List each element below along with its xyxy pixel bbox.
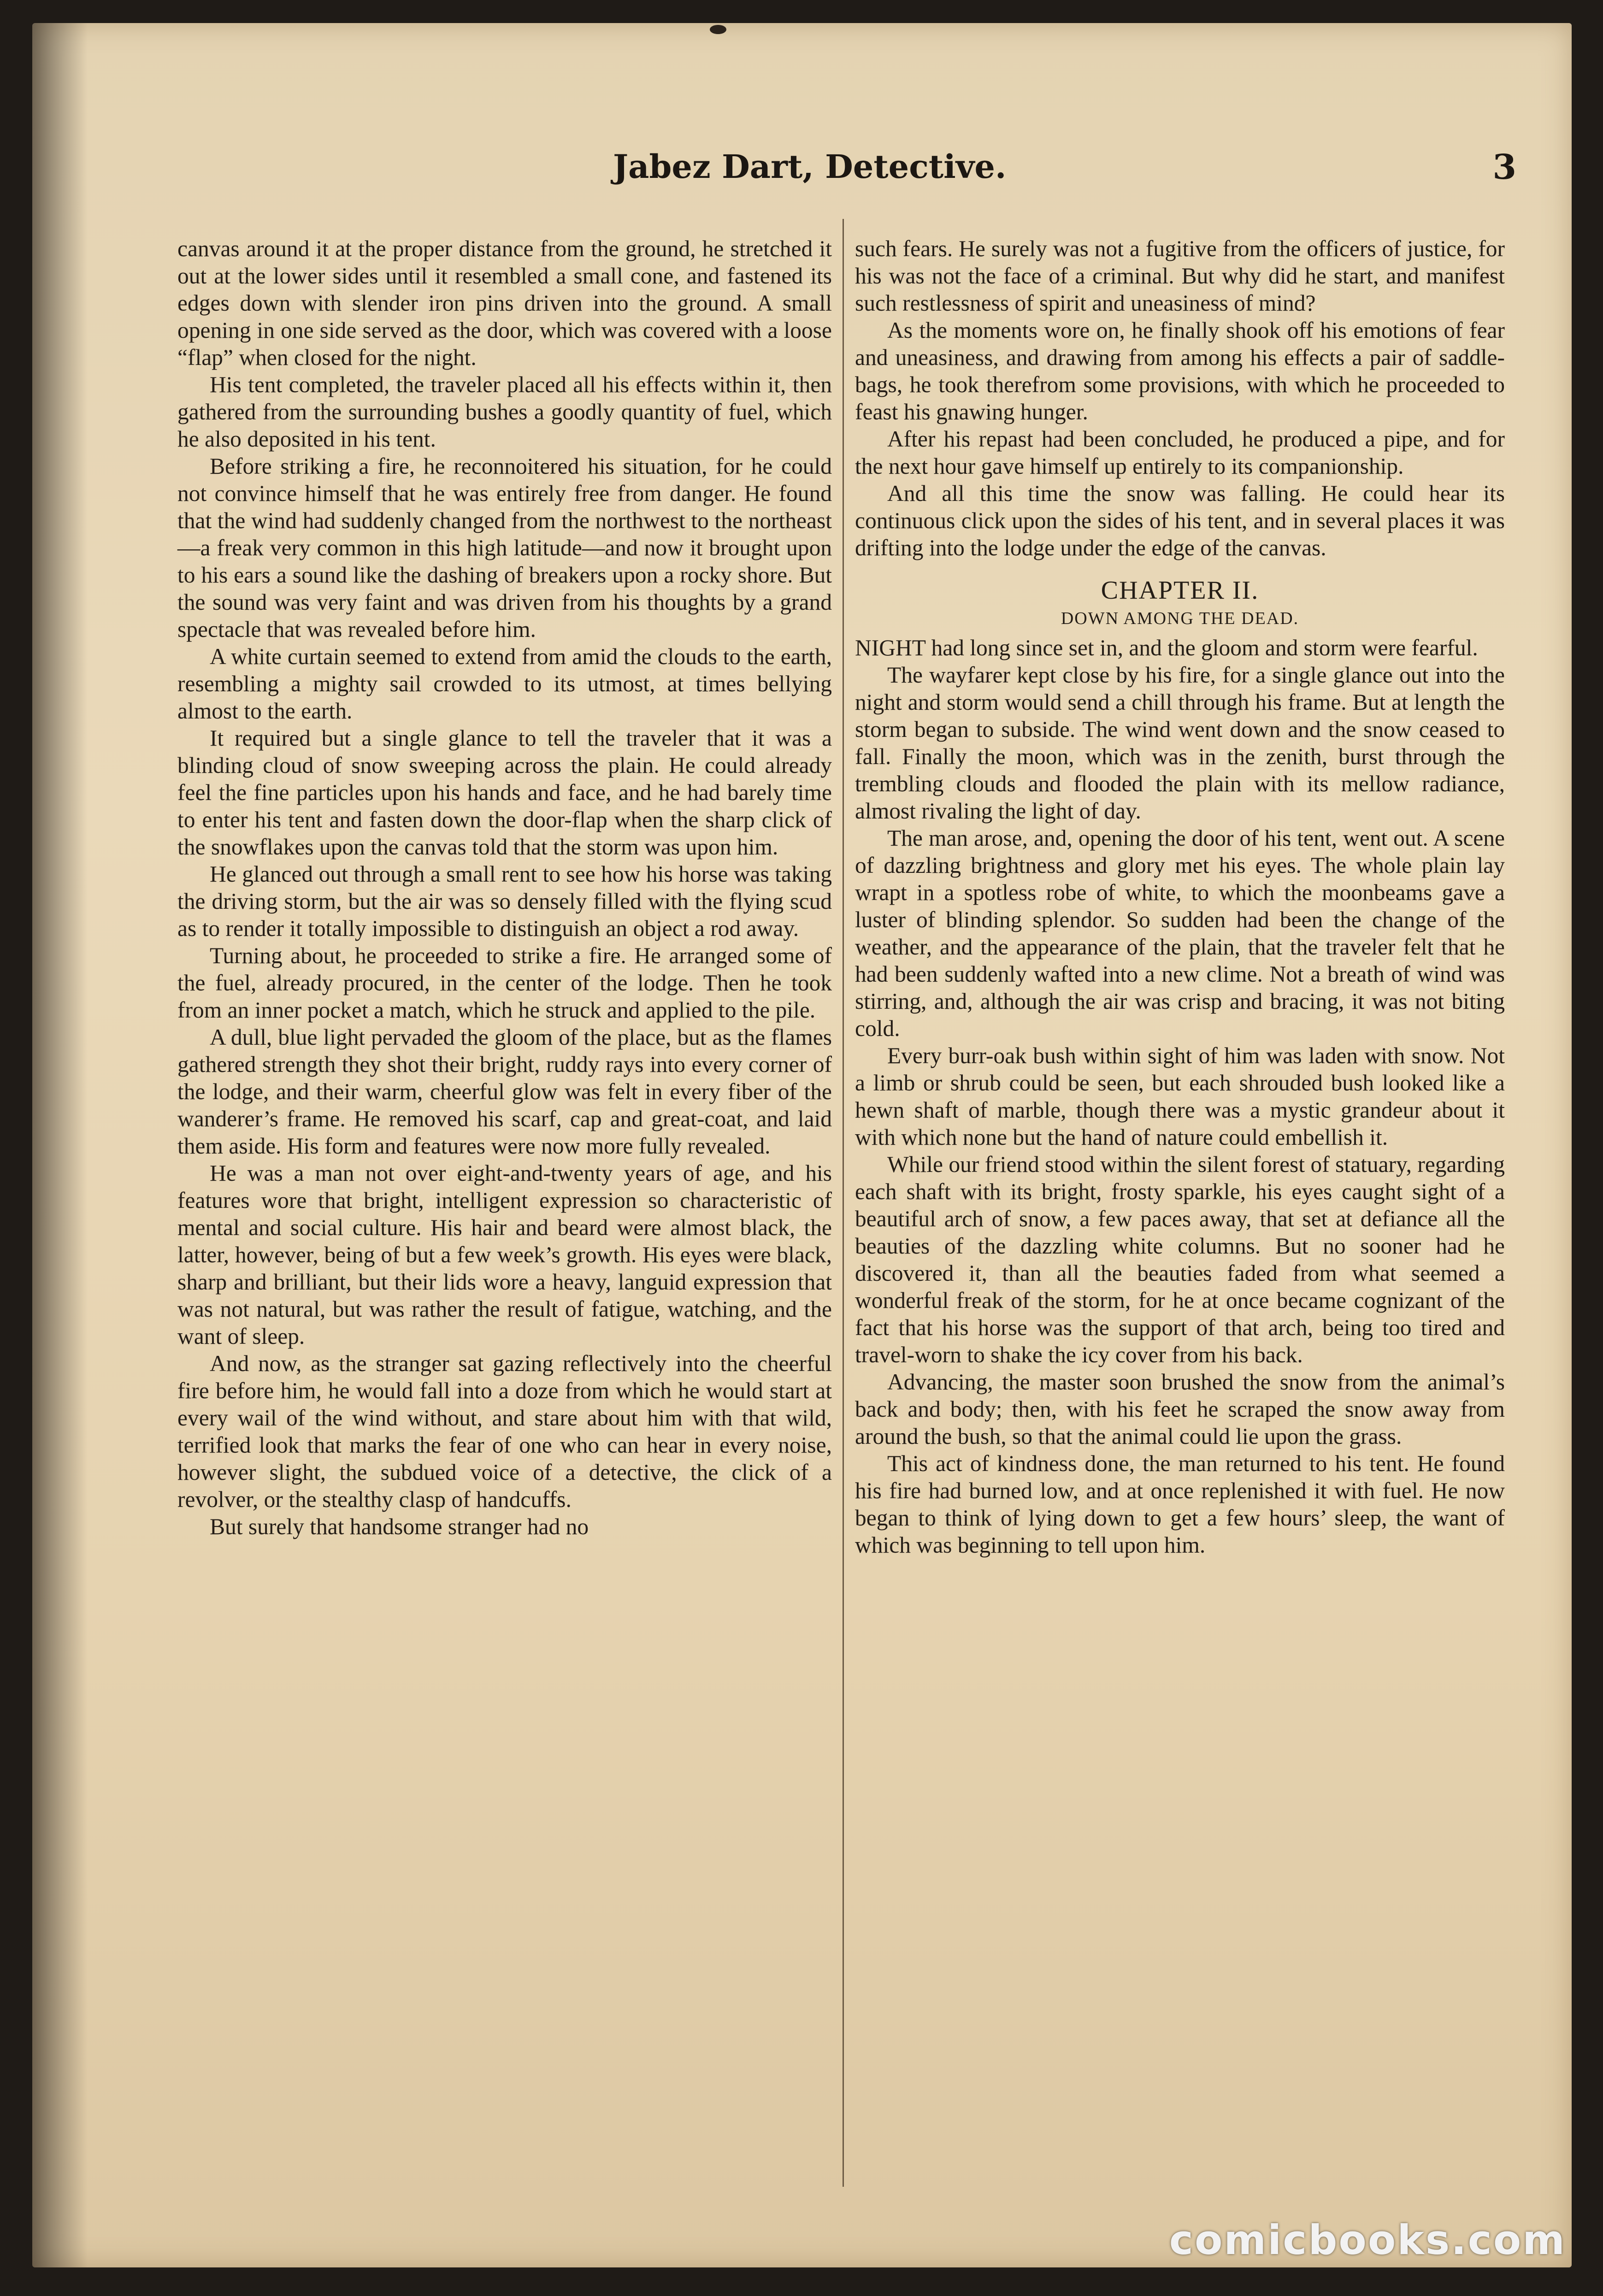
paragraph: canvas around it at the proper distance from the ground, he stretched it out at the lower sides until it resembled a small cone, and fastened its edges down with slender iron pins driven into the ground. A small opening in one side served as the door, which was covered with a loose “flap” when closed for the night. bbox=[177, 236, 832, 370]
paragraph: Advancing, the master soon brushed the snow from the animal’s back and body; then, with his feet he scraped the snow away from around the bush, so that the animal could lie upon the grass. bbox=[855, 1369, 1505, 1449]
chapter-heading: CHAPTER II. bbox=[1101, 576, 1259, 605]
running-header bbox=[613, 147, 1516, 207]
column-divider bbox=[843, 219, 844, 2187]
paragraph: NIGHT had long since set in, and the gloom and storm were fearful. bbox=[855, 635, 1478, 660]
paragraph: While our friend stood within the silent forest of statuary, regarding each shaft with its bright, frosty sparkle, his eyes caught sight of a beautiful arch of snow, a few paces away, that set at defiance all the beauties of the dazzling white columns. But no sooner had he discovered it, than all the beauties faded from what seemed a wonderful freak of the storm, for he at once became cognizant of the fact that his horse was the support of that arch, being too tired and travel-worn to shake the icy cover from his back. bbox=[855, 1152, 1505, 1367]
paragraph: The wayfarer kept close by his fire, for a single glance out into the night and storm would send a chill through his frame. But at length the storm began to subside. The wind went down and the snow ceased to fall. Finally the moon, which was in the zenith, burst through the trembling clouds and flooded the plain with its mellow radiance, almost rivaling the light of day. bbox=[855, 662, 1505, 824]
paragraph: Before striking a fire, he reconnoitered his situation, for he could not convince himself that he was entirely free from danger. He found that the wind had suddenly changed from the northwest to the northeast—a freak very common in this high latitude—and now it brought upon to his ears a sound like the dashing of breakers upon a rocky shore. But the sound was very faint and was driven from his thoughts by a grand spectacle that was revealed before him. bbox=[177, 453, 832, 642]
paragraph: And all this time the snow was falling. He could hear its continuous click upon the sides of his tent, and in several places it was drifting into the lodge under the edge of the canvas. bbox=[855, 481, 1505, 560]
left-text-column bbox=[177, 235, 832, 1540]
paragraph: After his repast had been concluded, he produced a pipe, and for the next hour gave himself up entirely to its companionship. bbox=[855, 426, 1505, 479]
ink-blot bbox=[710, 25, 726, 34]
paragraph: A white curtain seemed to extend from amid the clouds to the earth, resembling a mighty sail crowded to its utmost, at times bellying almost to the earth. bbox=[177, 644, 832, 724]
paragraph: The man arose, and, opening the door of his tent, went out. A scene of dazzling brightness and glory met his eyes. The whole plain lay wrapt in a spotless robe of white, to which the moonbeams gave a luster of blinding splendor. So sudden had been the change of the weather, and the appearance of the plain, that the traveler felt that he had been suddenly wafted into a new clime. Not a breath of wind was stirring, and, although the air was crisp and bracing, it was not biting cold. bbox=[855, 825, 1505, 1041]
paragraph: And now, as the stranger sat gazing reflectively into the cheerful fire before him, he would fall into a doze from which he would start at every wail of the wind without, and stare about him with that wild, terrified look that marks the fear of one who can hear in every noise, however slight, the subdued voice of a detective, the click of a revolver, or the stealthy clasp of handcuffs. bbox=[177, 1351, 832, 1512]
running-title: Jabez Dart, Detective. bbox=[613, 147, 1007, 186]
paragraph: It required but a single glance to tell the traveler that it was a blinding cloud of snow sweeping across the plain. He could already feel the fine particles upon his hands and face, and he had barely time to enter his tent and fasten down the door-flap when the sharp click of the snowflakes upon the canvas told that the storm was upon him. bbox=[177, 725, 832, 860]
page-number: 3 bbox=[1492, 147, 1516, 187]
right-text-column bbox=[855, 235, 1505, 1559]
paragraph: Every burr-oak bush within sight of him was laden with snow. Not a limb or shrub could be seen, but each shrouded bush looked like a hewn shaft of marble, though there was a mystic grandeur about it with which none but the hand of nature could embellish it. bbox=[855, 1043, 1505, 1150]
paragraph: He glanced out through a small rent to see how his horse was taking the driving storm, but the air was so densely filled with the flying scud as to render it totally impossible to distinguish an object a rod away. bbox=[177, 861, 832, 941]
site-watermark: comicbooks.com bbox=[1169, 2216, 1566, 2264]
paragraph: But surely that handsome stranger had no bbox=[210, 1514, 589, 1539]
paragraph: such fears. He surely was not a fugitive from the officers of justice, for his was not the face of a criminal. But why did he start, and manifest such restlessness of spirit and uneasiness of mind? bbox=[855, 236, 1505, 316]
paragraph: He was a man not over eight-and-twenty years of age, and his features wore that bright, intelligent expression so characteristic of mental and social culture. His hair and beard were almost black, the latter, however, being of but a few week’s growth. His eyes were black, sharp and brilliant, but their lids wore a heavy, languid expression that was not natural, but was rather the result of fatigue, watching, and the want of sleep. bbox=[177, 1160, 832, 1349]
paragraph: Turning about, he proceeded to strike a fire. He arranged some of the fuel, already procured, in the center of the lodge. Then he took from an inner pocket a match, which he struck and applied to the pile. bbox=[177, 943, 832, 1023]
paragraph: This act of kindness done, the man returned to his tent. He found his fire had burned low, and at once replenished it with fuel. He now began to think of lying down to get a few hours’ sleep, the want of which was beginning to tell upon him. bbox=[855, 1451, 1505, 1558]
paragraph: As the moments wore on, he finally shook off his emotions of fear and uneasiness, and drawing from among his effects a pair of saddle-bags, he took therefrom some provisions, with which he proceeded to feast his gnawing hunger. bbox=[855, 318, 1505, 424]
paragraph: His tent completed, the traveler placed all his effects within it, then gathered from the surrounding bushes a goodly quantity of fuel, which he also deposited in his tent. bbox=[177, 372, 832, 452]
chapter-subtitle: DOWN AMONG THE DEAD. bbox=[1061, 609, 1299, 628]
torn-page-edge bbox=[32, 23, 88, 2267]
paragraph: A dull, blue light pervaded the gloom of the place, but as the flames gathered strength they shot their bright, ruddy rays into every corner of the lodge, and their warm, cheerful glow was felt in every fiber of the wanderer’s frame. He removed his scarf, cap and great-coat, and laid them aside. His form and features were now more fully revealed. bbox=[177, 1024, 832, 1159]
